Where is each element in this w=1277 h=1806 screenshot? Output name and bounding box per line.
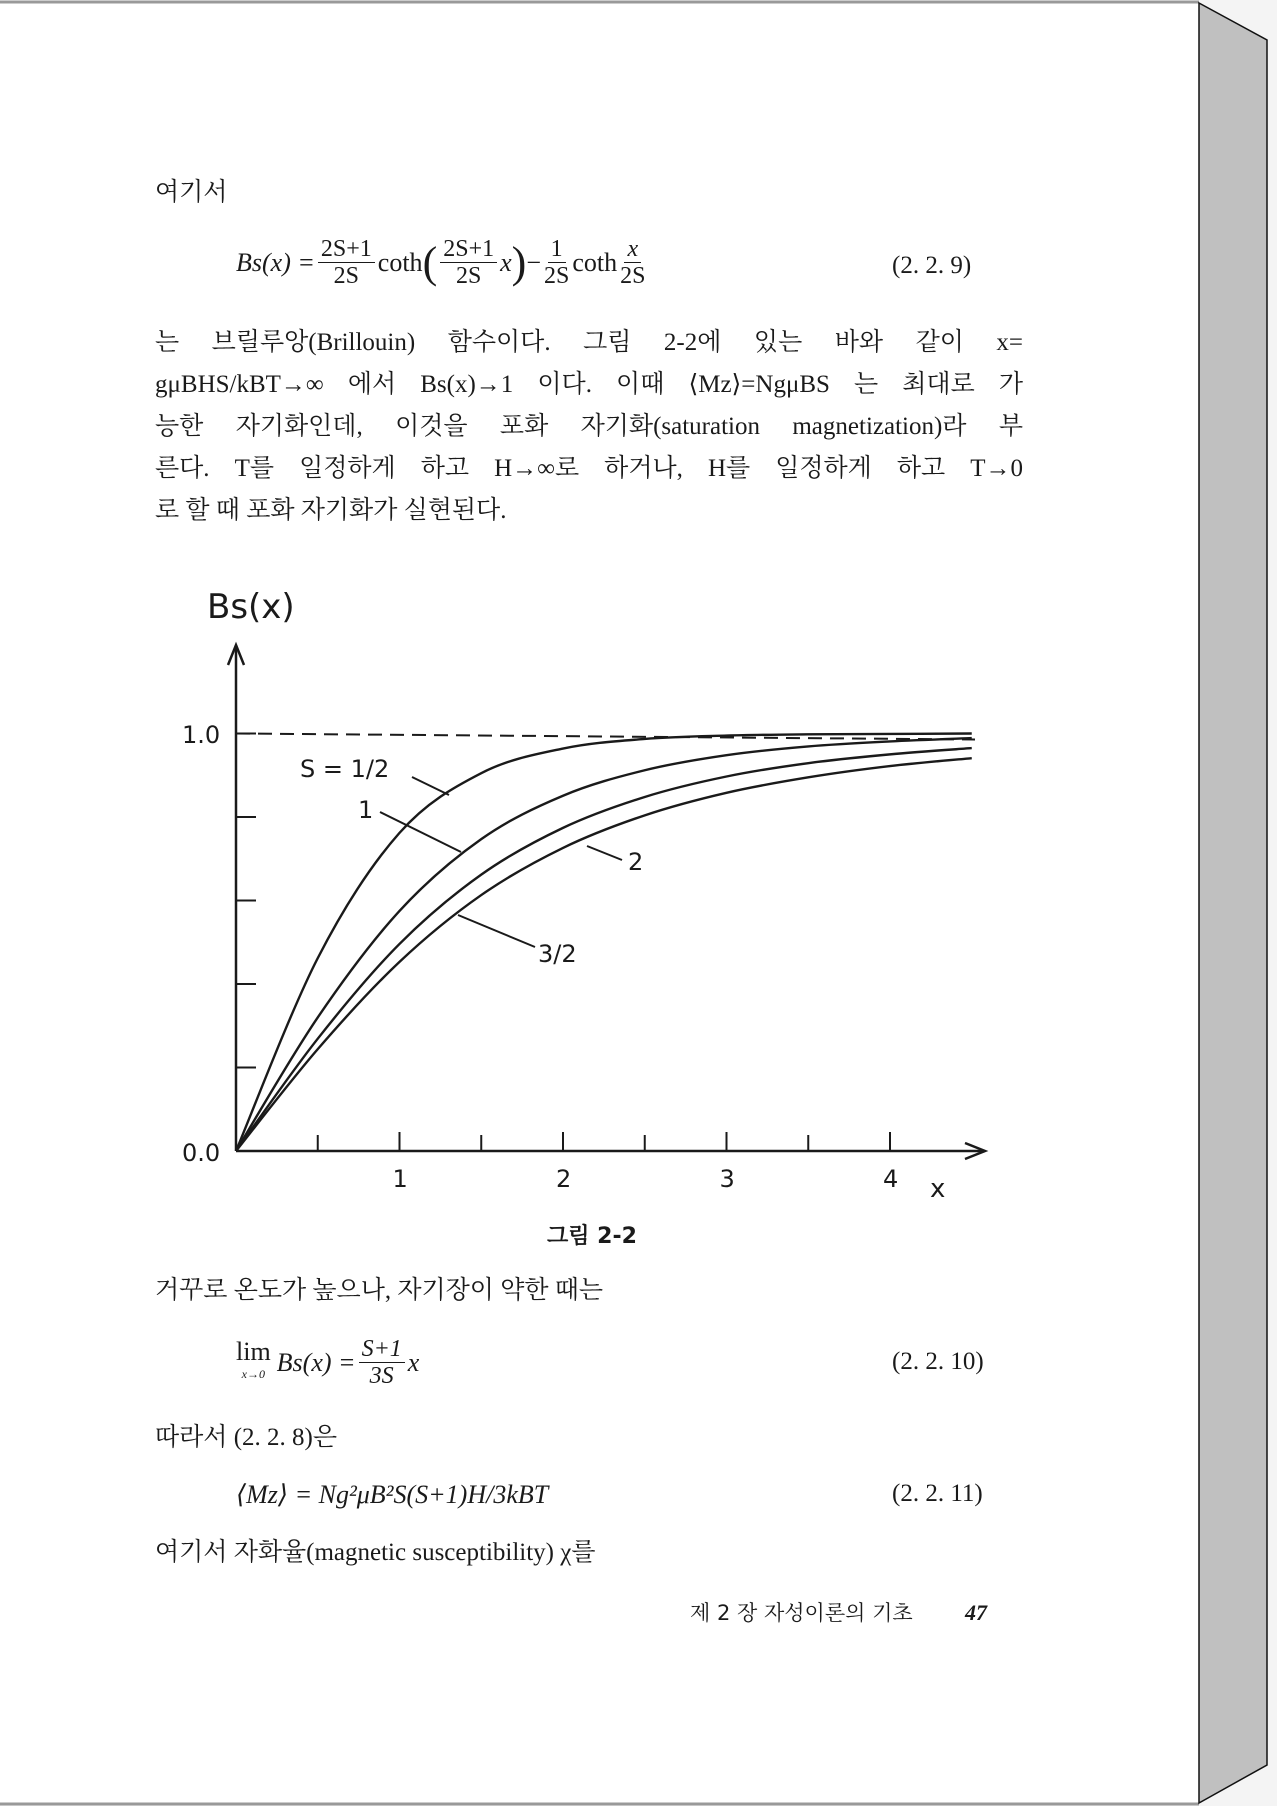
x-tick-label: 1 — [392, 1165, 408, 1193]
text-line: 른다. T를 일정하게 하고 H→∞로 하거나, H를 일정하게 하고 T→0 — [155, 455, 1023, 482]
numerator: 1 — [548, 236, 566, 263]
text-line: 능한 자기화인데, 이것을 포화 자기화(saturation magnetization)라 부 — [155, 413, 1023, 440]
series-label-s-1: 1 — [358, 796, 374, 824]
curve-series-0 — [236, 734, 972, 1152]
equation-2-2-10 — [236, 1336, 419, 1389]
y-axis-label: Bs(x) — [207, 587, 295, 627]
denominator: 3S — [369, 1363, 394, 1389]
numerator: 2S+1 — [318, 236, 375, 263]
leader-line — [458, 915, 535, 947]
lim-subscript: x→0 — [241, 1366, 265, 1381]
coth-text: coth — [377, 247, 423, 277]
eq-lhs: Bs(x) = — [236, 247, 315, 277]
paren-close: ) — [511, 237, 527, 287]
paren-open: ( — [422, 237, 438, 287]
numerator: S+1 — [359, 1336, 405, 1363]
leader-line — [412, 777, 449, 795]
text-line: 로 할 때 포화 자기화가 실현된다. — [155, 497, 507, 524]
leader-line — [380, 812, 461, 852]
curve-series-3 — [236, 758, 972, 1151]
figure-caption: 그림 2-2 — [547, 1224, 637, 1249]
x-variable: x — [500, 247, 512, 277]
denominator: 2S — [543, 263, 570, 289]
footer-chapter: 제 2 장 자성이론의 기초 — [690, 1601, 913, 1625]
text-line: gμBHS/kBT→∞ 에서 Bs(x)→1 이다. 이때 ⟨Mz⟩=NgμBS 는 최대로 가 — [155, 371, 1023, 398]
equation-number: (2. 2. 11) — [892, 1480, 983, 1507]
y-tick-label: 1.0 — [182, 721, 221, 749]
minus-sign: − — [526, 247, 541, 277]
x-axis-label: x — [930, 1174, 946, 1204]
numerator: x — [624, 236, 641, 263]
equation-number: (2. 2. 10) — [892, 1348, 984, 1375]
curve-series-1 — [236, 738, 972, 1151]
series-label-s-half: S = 1/2 — [300, 755, 390, 783]
y-tick-label: 0.0 — [182, 1139, 221, 1167]
x-variable: x — [407, 1347, 420, 1377]
eq-lhs: Bs(x) = — [276, 1347, 356, 1377]
book-page-edge — [1199, 3, 1267, 1803]
numerator: 2S+1 — [440, 236, 497, 263]
series-label-s-3-2: 3/2 — [538, 940, 577, 968]
lim-text: lim — [236, 1336, 271, 1366]
x-tick-label: 3 — [719, 1165, 735, 1193]
paragraph-susceptibility: 여기서 자화율(magnetic susceptibility) χ를 — [155, 1539, 596, 1566]
denominator: 2S — [333, 263, 360, 289]
series-label-s-2: 2 — [628, 848, 644, 876]
curve-series-2 — [236, 748, 972, 1151]
intro-text: 여기서 — [155, 179, 228, 206]
denominator: 2S — [620, 263, 646, 289]
limit — [236, 1336, 271, 1385]
text-line: 는 브릴루앙(Brillouin) 함수이다. 그림 2-2에 있는 바와 같이 x= — [155, 329, 1023, 356]
paragraph-high-temp: 거꾸로 온도가 높으나, 자기장이 약한 때는 — [155, 1277, 604, 1304]
coth-text: coth — [572, 247, 618, 277]
leader-line — [587, 846, 622, 860]
equation-2-2-11: ⟨Mz⟩ = Ng²μB²S(S+1)H/3kBT — [236, 1480, 549, 1509]
page-number: 47 — [965, 1600, 987, 1625]
x-tick-label: 4 — [883, 1165, 899, 1193]
x-tick-label: 2 — [556, 1165, 572, 1193]
fraction — [359, 1336, 405, 1389]
denominator: 2S — [455, 263, 482, 289]
equation-number: (2. 2. 9) — [892, 252, 972, 279]
paragraph-therefore: 따라서 (2. 2. 8)은 — [155, 1424, 338, 1451]
